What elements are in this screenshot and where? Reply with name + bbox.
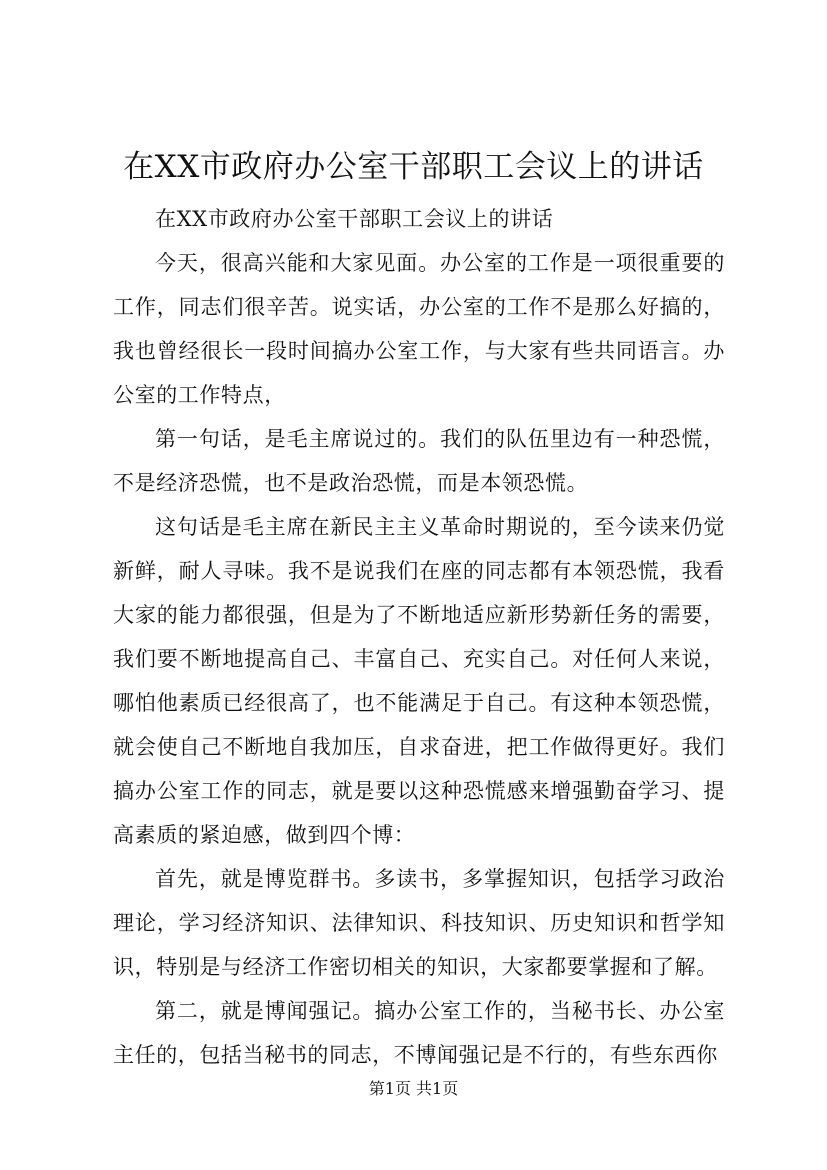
body-paragraph: 首先，就是博览群书。多读书，多掌握知识，包括学习政治理论，学习经济知识、法律知识、科技知识、历史知识和哲学知识，特别是与经济工作密切相关的知识，大家都要掌握和了解。	[113, 867, 725, 979]
body-paragraph: 这句话是毛主席在新民主主义革命时期说的，至今读来仍觉新鲜，耐人寻味。我不是说我们在座的同志都有本领恐慌，我看大家的能力都很强，但是为了不断地适应新形势新任务的需要，我们要不断地提高自己、丰富自己、充实自己。对任何人来说，哪怕他素质已经很高了，也不能满足于自己。有这种本领恐慌，就会使自己不断地自我加压，自求奋进，把工作做得更好。我们搞办公室工作的同志，就是要以这种恐慌感来增强勤奋学习、提高素质的紧迫感，做到四个博：	[113, 515, 725, 847]
subtitle-paragraph: 在XX市政府办公室干部职工会议上的讲话	[155, 207, 554, 231]
body-paragraph: 今天，很高兴能和大家见面。办公室的工作是一项很重要的工作，同志们很辛苦。说实话，办公室的工作不是那么好搞的，我也曾经很长一段时间搞办公室工作，与大家有些共同语言。办公室的工作特点，	[113, 251, 725, 407]
page-footer: 第1页 共1页	[368, 1079, 459, 1098]
body-paragraph: 第二，就是博闻强记。搞办公室工作的，当秘书长、办公室主任的，包括当秘书的同志，不博闻强记是不行的，有些东西你	[113, 999, 725, 1067]
document-title: 在XX市政府办公室干部职工会议上的讲话	[123, 149, 704, 185]
body-paragraph: 第一句话，是毛主席说过的。我们的队伍里边有一种恐慌，不是经济恐慌，也不是政治恐慌，而是本领恐慌。	[113, 427, 725, 495]
document-body	[113, 197, 725, 1077]
